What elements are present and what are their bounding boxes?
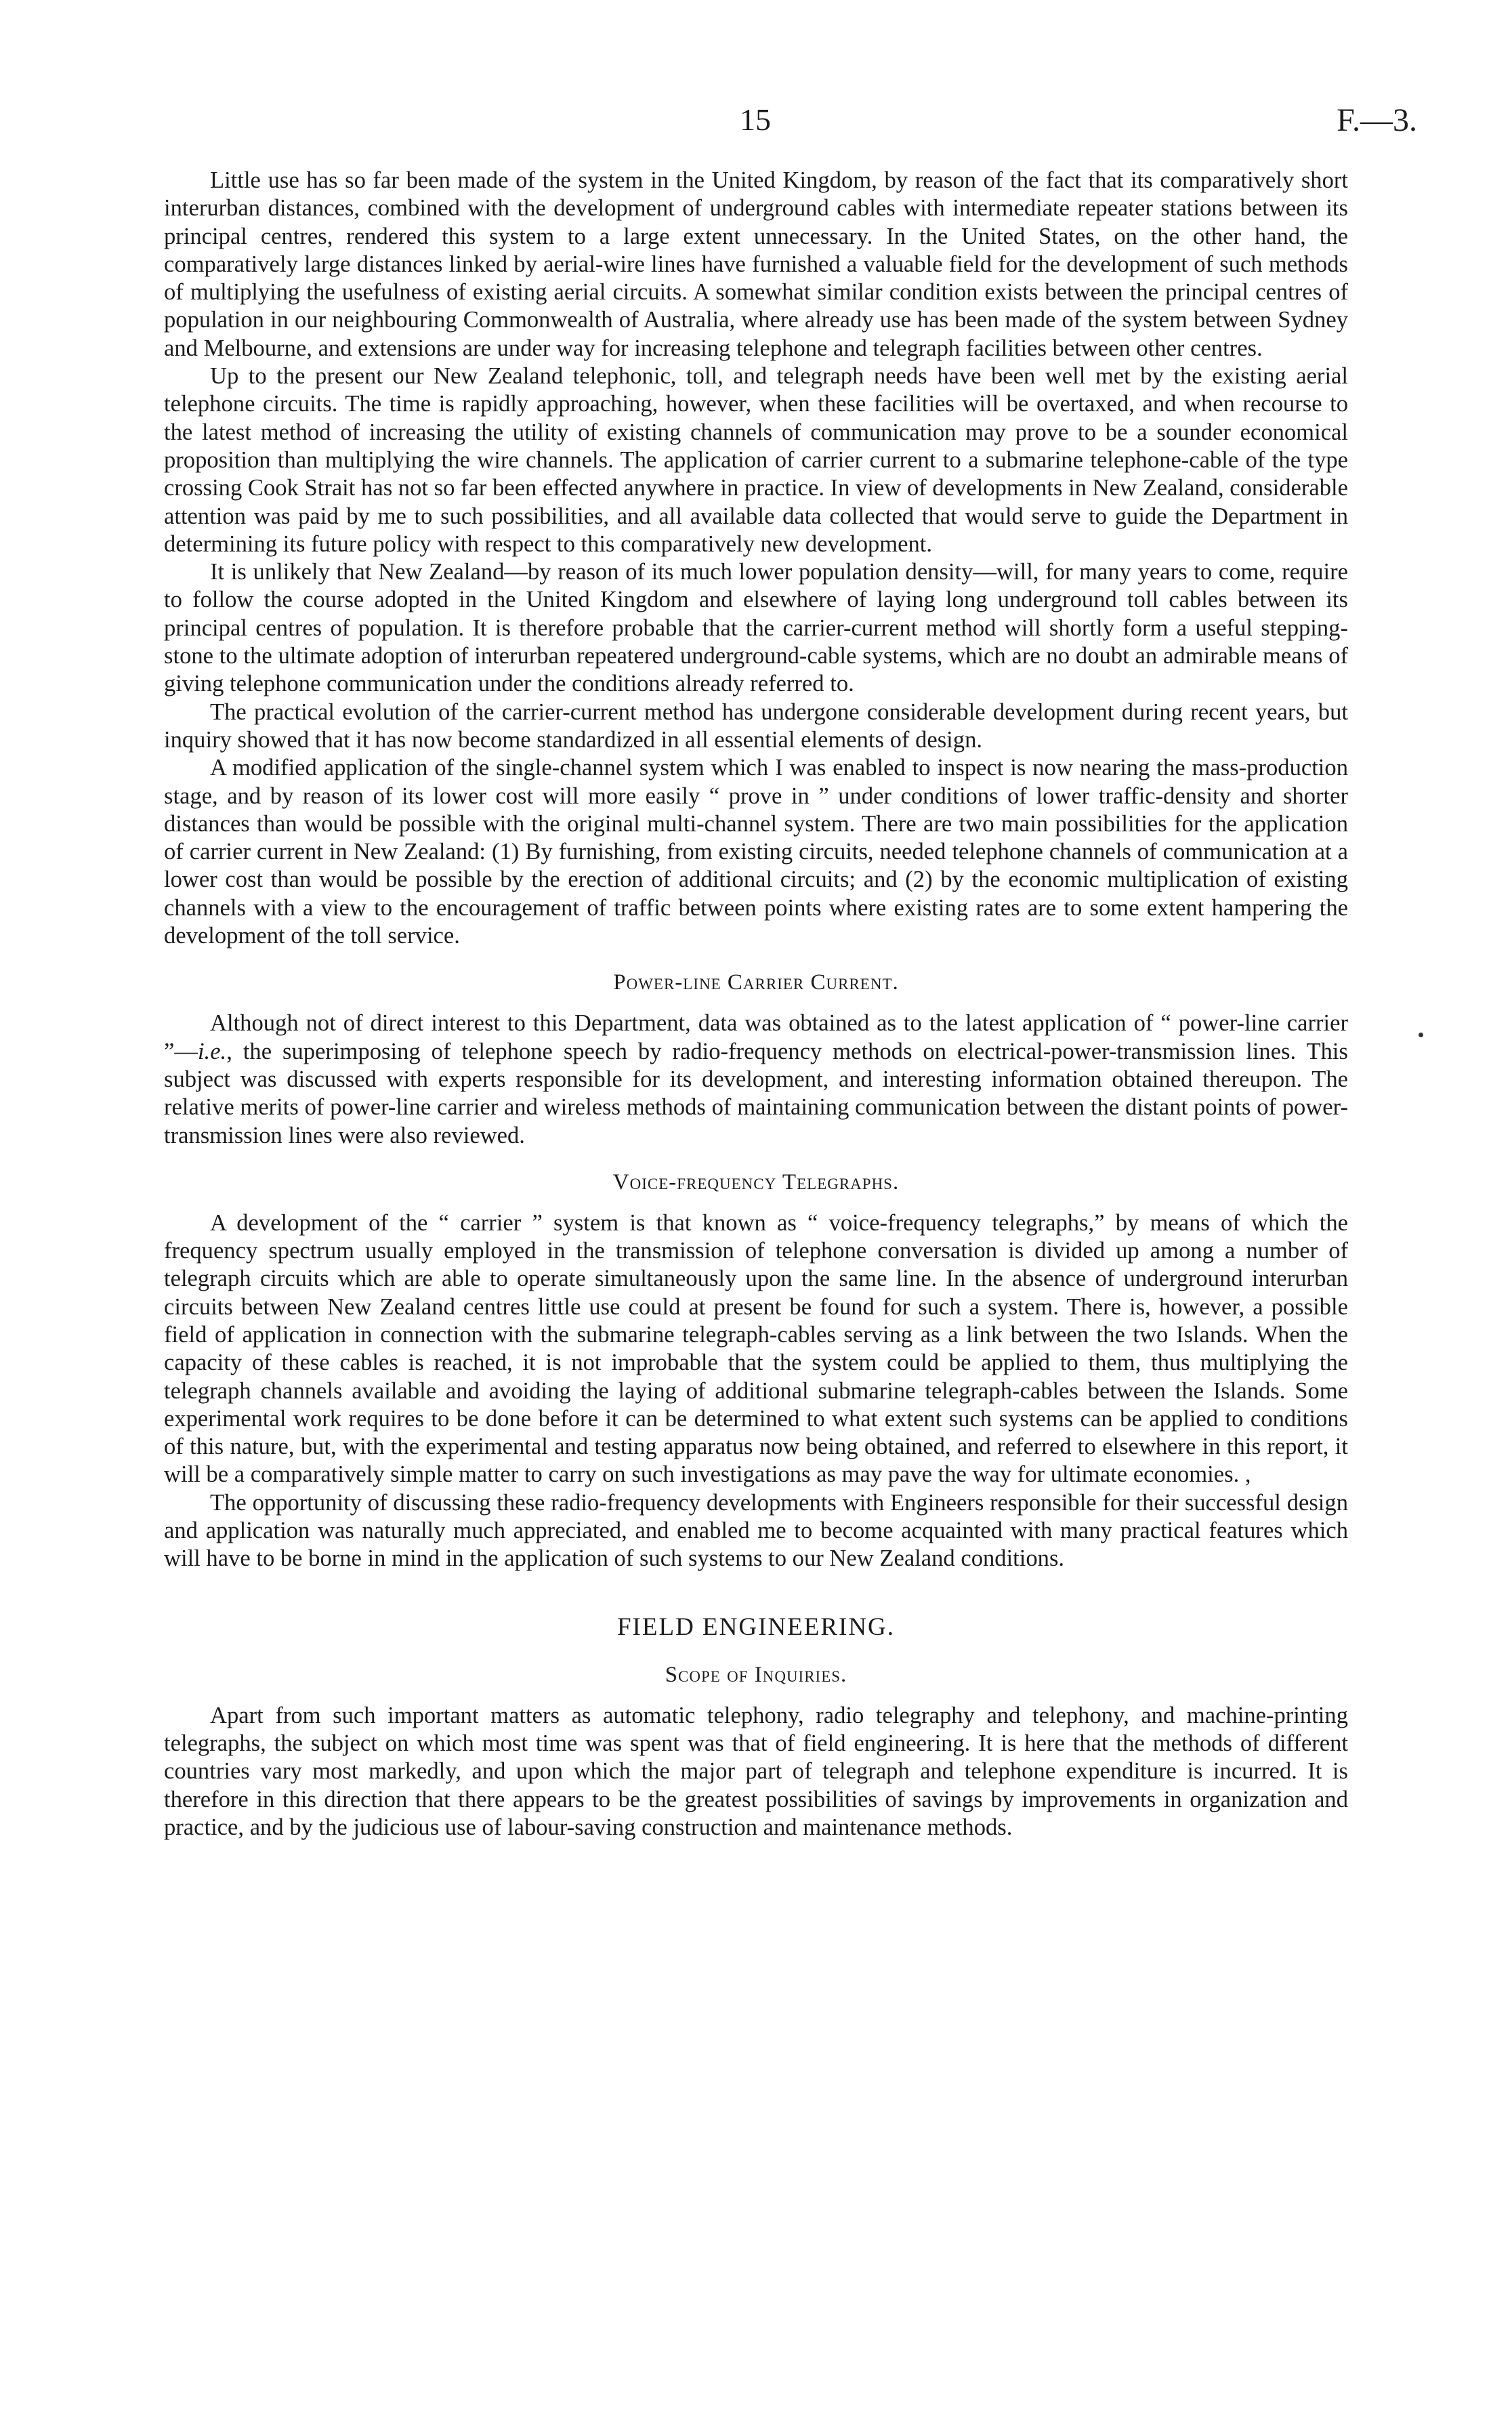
power-line-paragraph xyxy=(164,1010,1348,1149)
body-text xyxy=(164,167,1348,1842)
paragraph: It is unlikely that New Zealand—by reason of its much lower population density—will, for many years to come, require to follow the course adopted in the United Kingdom and elsewhere of laying long underground toll cables between its principal centres of population. It is therefore probable that the carrier-current method will shortly form a useful stepping-stone to the ultimate adoption of interurban repeatered underground-cable systems, which are no doubt an admirable means of giving telephone communication under the conditions already referred to. xyxy=(164,559,1348,697)
paragraph: The opportunity of discussing these radio-frequency developments with Engineers responsible for their successful design and application was naturally much appreciated, and enabled me to become acquainted with many practical features which will have to be borne in mind in the application of such systems to our New Zealand conditions. xyxy=(164,1489,1348,1572)
page-number: 15 xyxy=(740,102,771,137)
document-reference: F.—3. xyxy=(1337,102,1417,138)
paragraph: Apart from such important matters as automatic telephony, radio telegraphy and telephony, and machine-printing telegraphs, the subject on which most time was spent was that of field engineering. It is here that the methods of different countries vary most markedly, and upon which the major part of telegraph and telephone expenditure is incurred. It is therefore in this direction that there appears to be the greatest possibilities of savings by improvements in organization and practice, and by the judicious use of labour-saving construction and maintenance methods. xyxy=(164,1702,1348,1840)
italic-abbreviation: i.e. xyxy=(197,1038,227,1064)
margin-mark xyxy=(1419,1033,1423,1037)
paragraph: Little use has so far been made of the system in the United Kingdom, by reason of the fact that its comparatively short interurban distances, combined with the development of underground cables with intermediate repeater stations between its principal centres, rendered this system to a large extent unnecessary. In the United States, on the other hand, the comparatively large distances linked by aerial-wire lines have furnished a valuable field for the development of such methods of multiplying the usefulness of existing aerial circuits. A somewhat similar condition exists between the principal centres of population in our neighbouring Commonwealth of Australia, where already use has been made of the system between Sydney and Melbourne, and extensions are under way for increasing telephone and telegraph facilities between other centres. xyxy=(164,167,1348,361)
paragraph-text: Although not of direct interest to this Department, data was obtained as to the latest application of “ power-line carrier ”— xyxy=(164,1010,1348,1064)
voice-frequency-heading: Voice-frequency Telegraphs. xyxy=(612,1169,900,1194)
page-header xyxy=(0,102,1512,142)
scope-of-inquiries-heading: Scope of Inquiries. xyxy=(665,1662,847,1687)
paragraph: The practical evolution of the carrier-current method has undergone considerable development during recent years, but inquiry showed that it has now become standardized in all essential elements of design. xyxy=(164,699,1348,753)
paragraph: Up to the present our New Zealand telephonic, toll, and telegraph needs have been well met by the existing aerial telephone circuits. The time is rapidly approaching, however, when these facilities will be overtaxed, and when recourse to the latest method of increasing the utility of existing channels of communication may prove to be a sounder economical proposition than multiplying the wire channels. The application of carrier current to a submarine telephone-cable of the type crossing Cook Strait has not so far been effected anywhere in practice. In view of developments in New Zealand, considerable attention was paid by me to such possibilities, and all available data collected that would serve to guide the Department in determining its future policy with respect to this comparatively new development. xyxy=(164,363,1348,557)
paragraph: A modified application of the single-channel system which I was enabled to inspect is now nearing the mass-production stage, and by reason of its lower cost will more easily “ prove in ” under conditions of lower traffic-density and shorter distances than would be possible with the original multi-channel system. There are two main possibilities for the application of carrier current in New Zealand: (1) By furnishing, from existing circuits, needed telephone channels of communication at a lower cost than would be possible by the erection of additional circuits; and (2) by the economic multiplication of existing channels with a view to the encouragement of traffic between points where existing rates are to some extent hampering the development of the toll service. xyxy=(164,755,1348,949)
field-engineering-heading: FIELD ENGINEERING. xyxy=(616,1613,896,1641)
power-line-carrier-heading: Power-line Carrier Current. xyxy=(613,970,899,995)
paragraph: A development of the “ carrier ” system is that known as “ voice-frequency telegraphs,” by means of which the frequency spectrum usually employed in the transmission of telephone conversation is divided up among a number of telegraph circuits which are able to operate simultaneously upon the same line. In the absence of underground interurban circuits between New Zealand centres little use could at present be found for such a system. There is, however, a possible field of application in connection with the submarine telegraph-cables serving as a link between the two Islands. When the capacity of these cables is reached, it is not improbable that the system could be applied to them, thus multiplying the telegraph channels available and avoiding the laying of additional submarine telegraph-cables between the Islands. Some experimental work requires to be done before it can be determined to what extent such systems can be applied to conditions of this nature, but, with the experimental and testing apparatus now being obtained, and referred to elsewhere in this report, it will be a comparatively simple matter to carry on such investigations as may pave the way for ultimate economies. , xyxy=(164,1209,1348,1488)
paragraph-text: , the superimposing of telephone speech by radio-frequency methods on electrical-power-transmission lines. This subject was discussed with experts responsible for its development, and interesting information obtained thereupon. The relative merits of power-line carrier and wireless methods of maintaining communication between the distant points of power-transmission lines were also reviewed. xyxy=(164,1038,1348,1148)
